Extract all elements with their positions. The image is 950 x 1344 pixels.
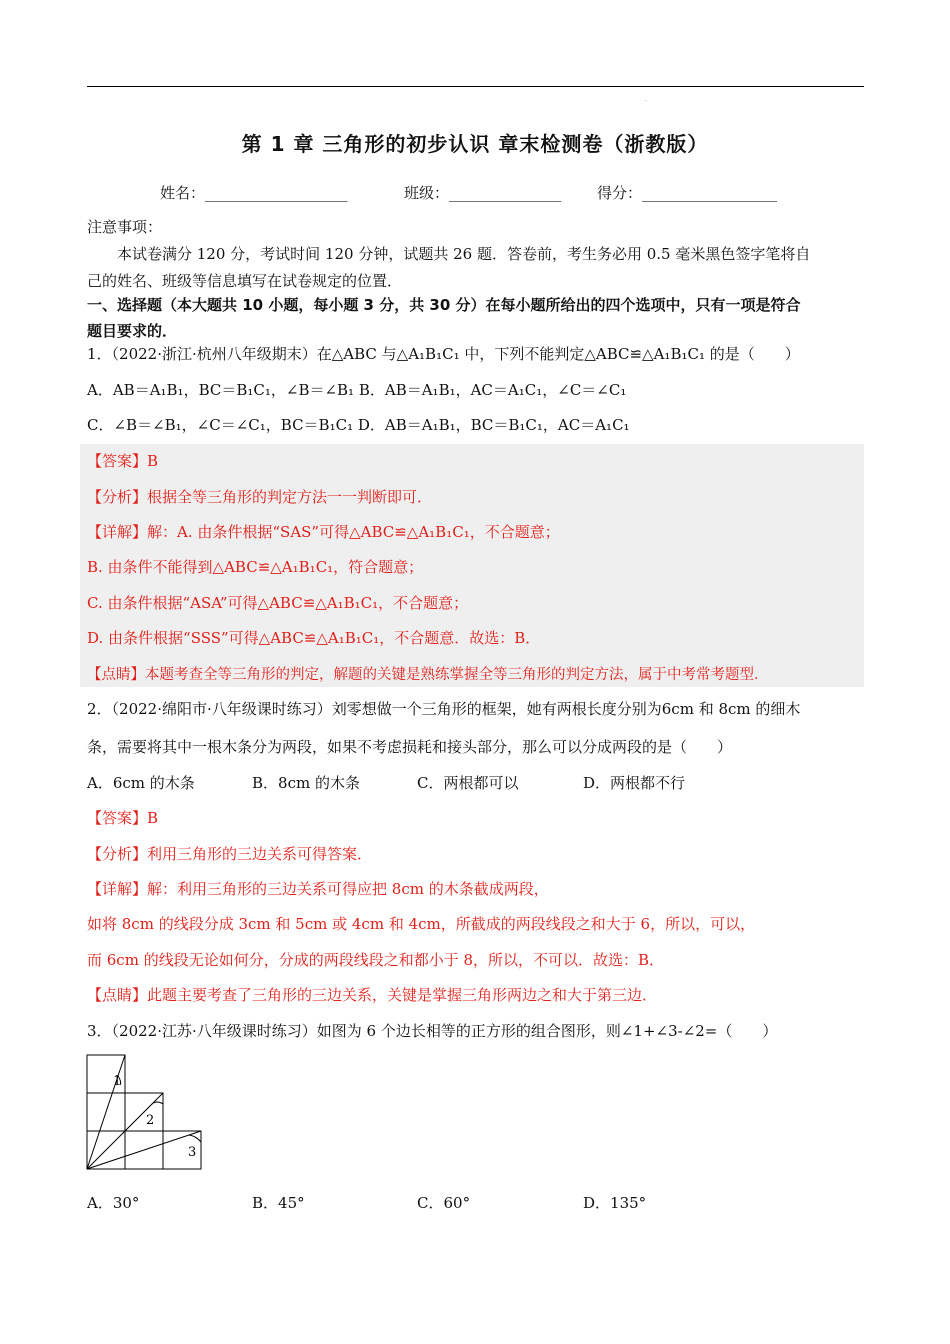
diagonal-1 [87,1055,125,1169]
notes-paragraph-2: 己的姓名、班级等信息填写在试卷规定的位置． [87,272,403,290]
q1-options-cd: C．∠B＝∠B₁，∠C＝∠C₁，BC＝B₁C₁ D．AB＝A₁B₁，BC＝B₁C₁，AC＝A₁C₁ [87,416,630,434]
q2-option-d: D．两根都不行 [583,774,686,792]
page-title: 第 1 章 三角形的初步认识 章末检测卷（浙教版） [241,132,709,156]
q3-option-c: C．60° [417,1194,471,1212]
section-heading-2: 题目要求的． [87,322,178,340]
q1-analysis: 【分析】根据全等三角形的判定方法一一判断即可． [87,488,433,506]
q3-stem: 3．（2022·江苏·八年级课时练习）如图为 6 个边长相等的正方形的组合图形，则∠1+∠3-∠2=（ ） [87,1022,778,1040]
q2-answer: 【答案】B [87,809,159,827]
q2-stem-1: 2．（2022·绵阳市·八年级课时练习）刘零想做一个三角形的框架，她有两根长度分别为6cm 和 8cm 的细木 [87,700,801,718]
q1-detail-1: 【详解】解：A. 由条件根据“SAS”可得△ABC≌△A₁B₁C₁，不合题意； [87,523,560,541]
q1-detail-2: B. 由条件不能得到△ABC≌△A₁B₁C₁，符合题意； [87,558,424,576]
angle-label-2: 2 [146,1113,155,1128]
q2-stem-2: 条，需要将其中一根木条分为两段，如果不考虑损耗和接头部分，那么可以分成两段的是（ ） [87,738,733,756]
q2-detail-3: 而 6cm 的线段无论如何分，分成的两段线段之和都小于 8，所以，不可以．故选：B． [87,951,665,969]
angle-label-3: 3 [188,1145,197,1160]
q3-option-d: D．135° [583,1194,647,1212]
q3-figure [84,1052,209,1177]
q1-detail-4: D. 由条件根据“SSS”可得△ABC≌△A₁B₁C₁，不合题意．故选：B． [87,629,541,647]
q1-options-ab: A．AB＝A₁B₁，BC＝B₁C₁，∠B＝∠B₁ B．AB＝A₁B₁，AC＝A₁C₁，∠C＝∠C₁ [87,381,627,399]
header-rule [87,86,864,87]
q2-analysis: 【分析】利用三角形的三边关系可得答案． [87,845,373,863]
q1-stem: 1．（2022·浙江·杭州八年级期末）在△ABC 与△A₁B₁C₁ 中，下列不能判定△ABC≌△A₁B₁C₁ 的是（ ） [87,345,800,363]
notes-paragraph-1: 本试卷满分 120 分，考试时间 120 分钟，试题共 26 题．答卷前，考生务必用 0.5 毫米黑色签字笔将自 [117,245,811,263]
notes-label: 注意事项： [87,218,163,236]
angle-arc-3 [189,1135,201,1142]
score-field: 得分：__________________ [597,184,778,202]
q2-detail-2: 如将 8cm 的线段分成 3cm 和 5cm 或 4cm 和 4cm，所截成的两段线段之和大于 6，所以，可以， [87,915,756,933]
name-field: 姓名：___________________ [160,184,348,202]
q3-option-a: A．30° [87,1194,140,1212]
q2-option-b: B．8cm 的木条 [252,774,360,792]
q2-option-a: A．6cm 的木条 [87,774,195,792]
class-field: 班级：_______________ [404,184,562,202]
q2-detail-1: 【详解】解：利用三角形的三边关系可得应把 8cm 的木条截成两段， [87,880,549,898]
diagonal-3 [87,1131,201,1169]
q1-answer: 【答案】B [87,452,159,470]
q2-option-c: C．两根都可以 [417,774,519,792]
angle-label-1: 1 [113,1074,122,1089]
q2-comment: 【点睛】此题主要考查了三角形的三边关系，关键是掌握三角形两边之和大于第三边． [87,986,658,1004]
q3-option-b: B．45° [252,1194,305,1212]
q1-comment: 【点睛】本题考查全等三角形的判定，解题的关键是熟练掌握全等三角形的判定方法，属于中考常考题型． [87,667,769,683]
q1-detail-3: C. 由条件根据“ASA”可得△ABC≌△A₁B₁C₁，不合题意； [87,594,469,612]
section-heading-1: 一、选择题（本大题共 10 小题，每小题 3 分，共 30 分）在每小题所给出的四个选项中，只有一项是符合 [87,296,801,314]
header-dot: · [645,98,647,105]
